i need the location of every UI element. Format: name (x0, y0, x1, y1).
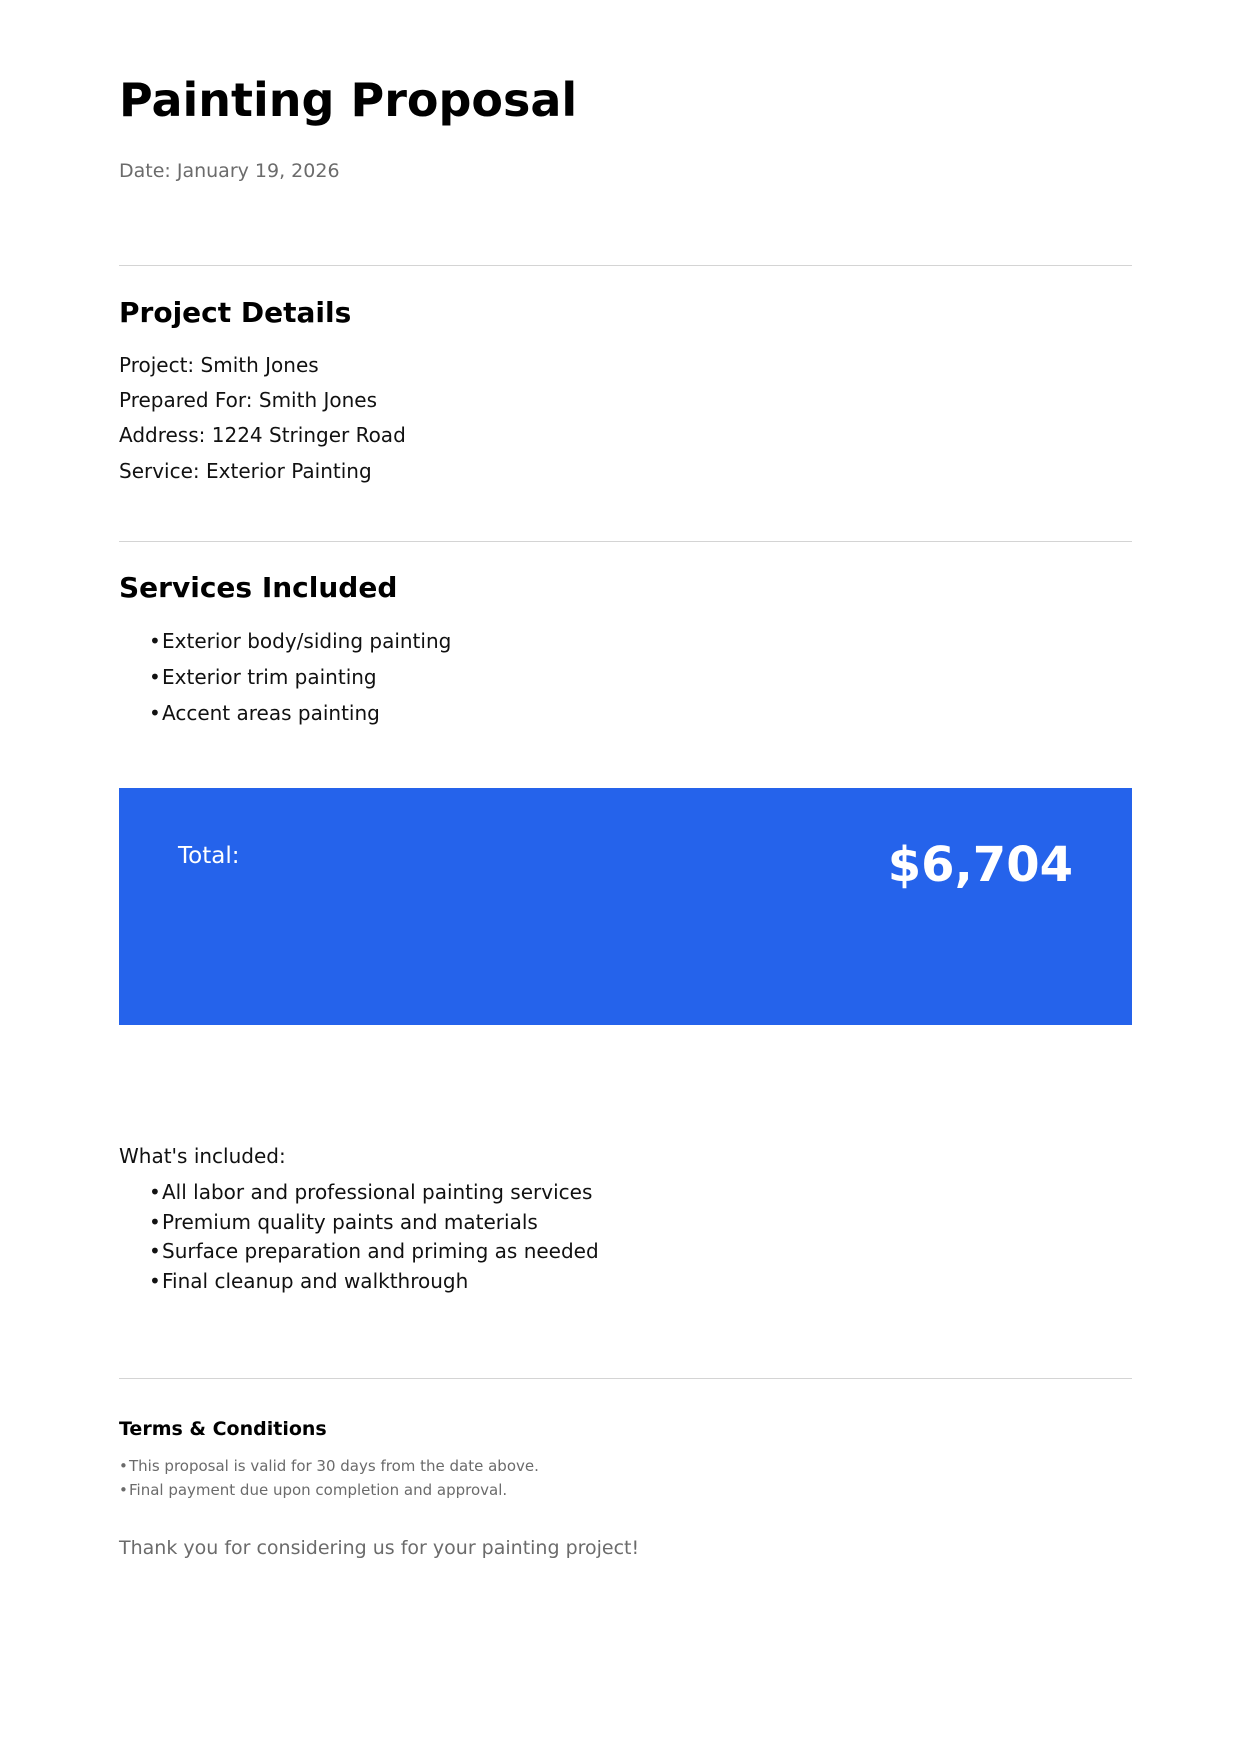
list-item: • Accent areas painting (149, 695, 451, 731)
list-item: • Surface preparation and priming as needed (149, 1237, 599, 1267)
total-label: Total: (178, 843, 240, 869)
total-amount: $6,704 (887, 837, 1073, 893)
list-item: • All labor and professional painting services (149, 1178, 599, 1208)
list-item: • This proposal is valid for 30 days from the date above. (119, 1454, 539, 1478)
address-line: Address: 1224 Stringer Road (119, 423, 406, 447)
list-item: • Final cleanup and walkthrough (149, 1267, 599, 1297)
list-item: • Exterior trim painting (149, 659, 451, 695)
divider (119, 541, 1132, 542)
divider (119, 1378, 1132, 1379)
whats-included-label: What's included: (119, 1144, 286, 1168)
project-name-line: Project: Smith Jones (119, 353, 319, 377)
whats-included-list (149, 1178, 599, 1296)
list-item: • Exterior body/siding painting (149, 623, 451, 659)
terms-list (119, 1454, 539, 1502)
total-panel (119, 788, 1132, 1025)
proposal-page (119, 0, 1132, 1754)
thank-you-note: Thank you for considering us for your painting project! (119, 1537, 640, 1559)
list-item: • Premium quality paints and materials (149, 1208, 599, 1238)
document-title: Painting Proposal (119, 73, 578, 127)
services-included-heading: Services Included (119, 571, 398, 604)
terms-heading: Terms & Conditions (119, 1418, 327, 1440)
list-item: • Final payment due upon completion and approval. (119, 1478, 539, 1502)
service-line: Service: Exterior Painting (119, 459, 372, 483)
project-details-heading: Project Details (119, 296, 352, 329)
prepared-for-line: Prepared For: Smith Jones (119, 388, 378, 412)
services-list (149, 623, 451, 731)
proposal-date: Date: January 19, 2026 (119, 160, 340, 182)
divider (119, 265, 1132, 266)
